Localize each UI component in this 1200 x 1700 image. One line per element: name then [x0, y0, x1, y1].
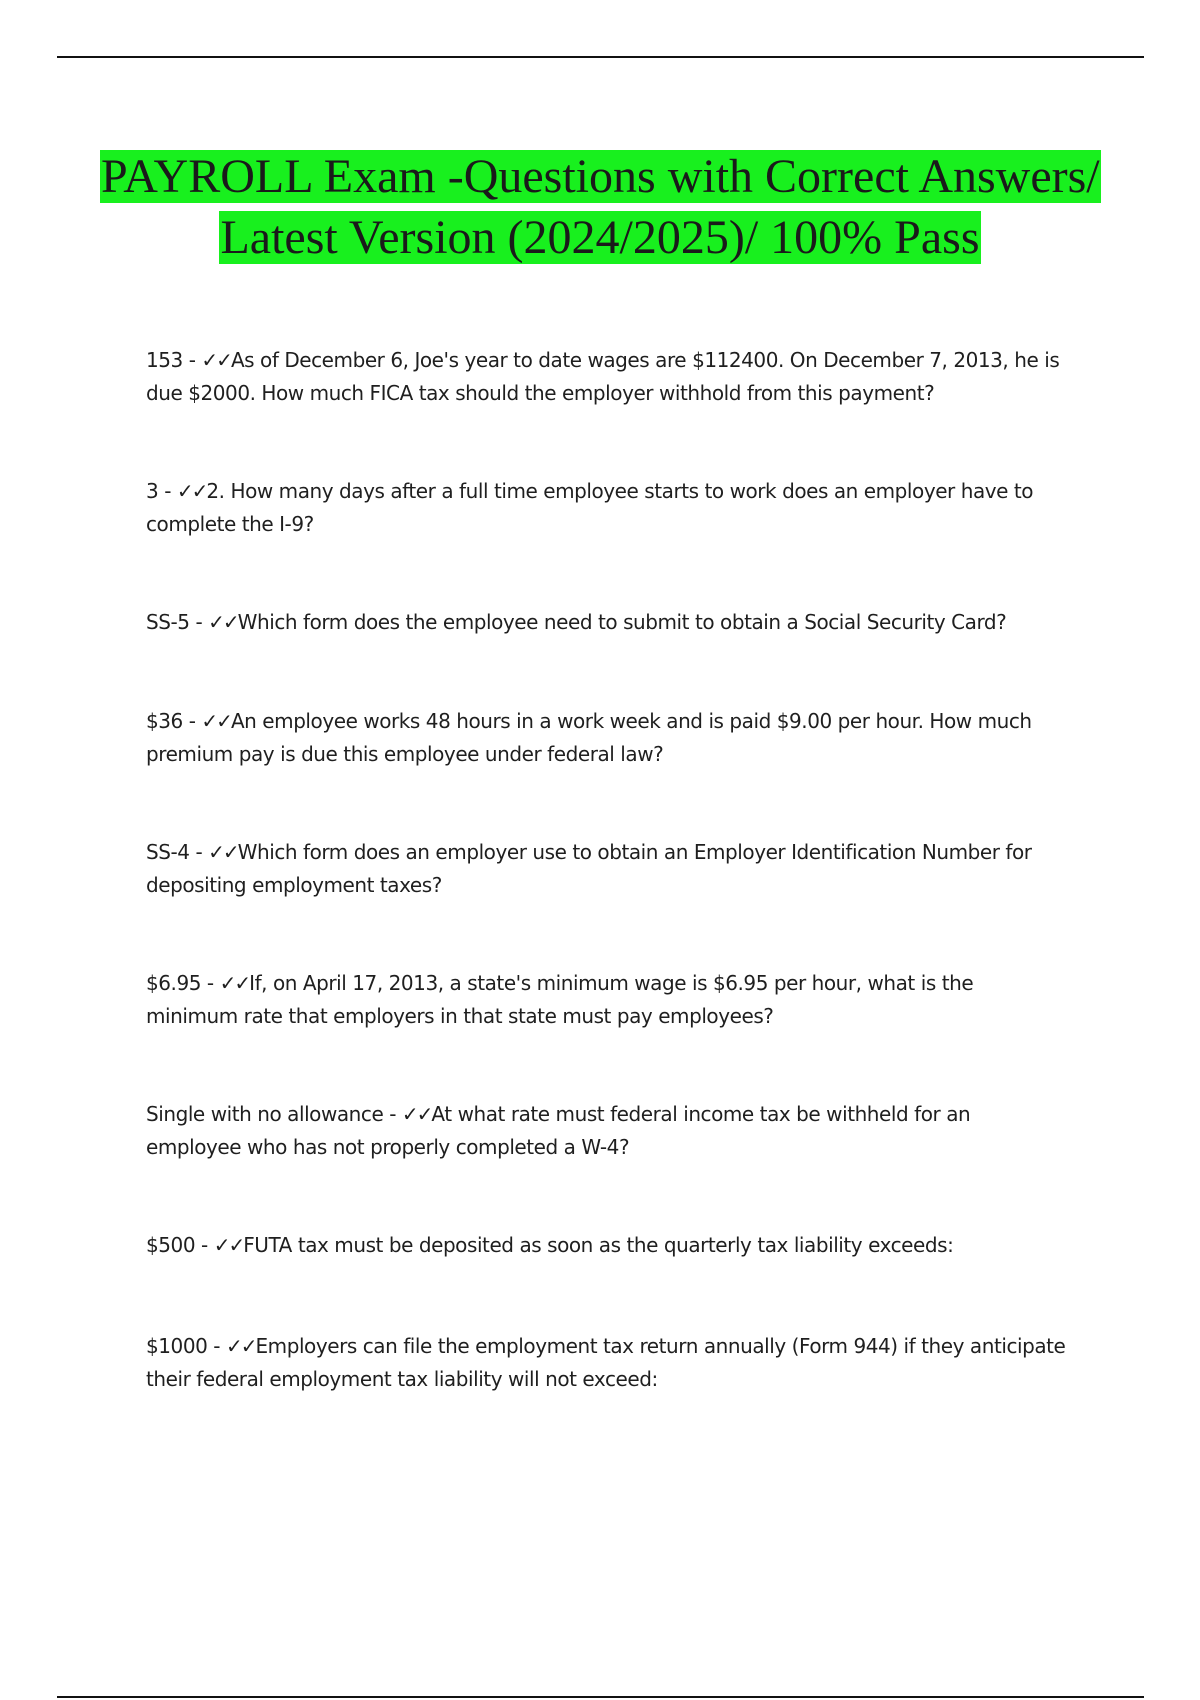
qa-separator: -	[189, 610, 209, 634]
qa-question: As of December 6, Joe's year to date wages are $112400. On December 7, 2013, he is due $2000. How much FICA tax should the employer withhold from this payment?	[146, 348, 1060, 405]
qa-separator: -	[189, 840, 209, 864]
qa-answer: $36	[146, 709, 183, 733]
qa-item	[146, 1330, 1066, 1396]
qa-separator: -	[182, 348, 202, 372]
check-mark-icon: ✓✓	[401, 1102, 432, 1126]
qa-item	[146, 606, 1066, 639]
check-mark-icon: ✓✓	[208, 840, 238, 864]
qa-question: FUTA tax must be deposited as soon as the quarterly tax liability exceeds:	[243, 1233, 954, 1257]
qa-item	[146, 344, 1066, 410]
qa-item	[146, 1229, 1066, 1262]
qa-question: At what rate must federal income tax be withheld for an employee who has not properly completed a W-4?	[146, 1102, 971, 1159]
qa-answer: 153	[146, 348, 183, 372]
qa-question: Employers can file the employment tax return annually (Form 944) if they anticipate their federal employment tax liability will not exceed:	[146, 1334, 1066, 1391]
qa-answer: 3	[146, 479, 159, 503]
qa-item	[146, 967, 1066, 1033]
qa-question: 2. How many days after a full time employee starts to work does an employer have to complete the I-9?	[146, 479, 1034, 536]
qa-item	[146, 705, 1066, 771]
qa-separator: -	[195, 1233, 214, 1257]
check-mark-icon: ✓✓	[176, 479, 207, 503]
qa-question: Which form does an employer use to obtain an Employer Identification Number for depositing employment taxes?	[146, 840, 1032, 897]
bottom-rule	[57, 1696, 1144, 1698]
qa-answer: $1000	[146, 1334, 208, 1358]
check-mark-icon: ✓✓	[208, 610, 238, 634]
qa-question: An employee works 48 hours in a work week and is paid $9.00 per hour. How much premium pay is due this employee under federal law?	[146, 709, 1032, 766]
qa-answer: $6.95	[146, 971, 202, 995]
qa-separator: -	[182, 709, 202, 733]
check-mark-icon: ✓✓	[201, 348, 231, 372]
qa-separator: -	[158, 479, 177, 503]
qa-item	[146, 1098, 1066, 1164]
qa-answer: $500	[146, 1233, 196, 1257]
qa-separator: -	[207, 1334, 226, 1358]
qa-answer: SS-5	[146, 610, 190, 634]
qa-separator: -	[201, 971, 220, 995]
check-mark-icon: ✓✓	[219, 971, 250, 995]
document-title	[100, 146, 1100, 268]
top-rule	[57, 56, 1144, 58]
qa-answer: Single with no allowance	[146, 1102, 384, 1126]
check-mark-icon: ✓✓	[213, 1233, 244, 1257]
qa-answer: SS-4	[146, 840, 190, 864]
qa-question: If, on April 17, 2013, a state's minimum wage is $6.95 per hour, what is the minimum rate that employers in that state must pay employees?	[146, 971, 974, 1028]
check-mark-icon: ✓✓	[201, 709, 231, 733]
qa-item	[146, 475, 1066, 541]
qa-item	[146, 836, 1066, 902]
title-highlight: PAYROLL Exam -Questions with Correct Answers/ Latest Version (2024/2025)/ 100% Pass	[101, 150, 1100, 264]
qa-question: Which form does the employee need to submit to obtain a Social Security Card?	[237, 610, 1007, 634]
check-mark-icon: ✓✓	[225, 1334, 256, 1358]
qa-separator: -	[383, 1102, 402, 1126]
